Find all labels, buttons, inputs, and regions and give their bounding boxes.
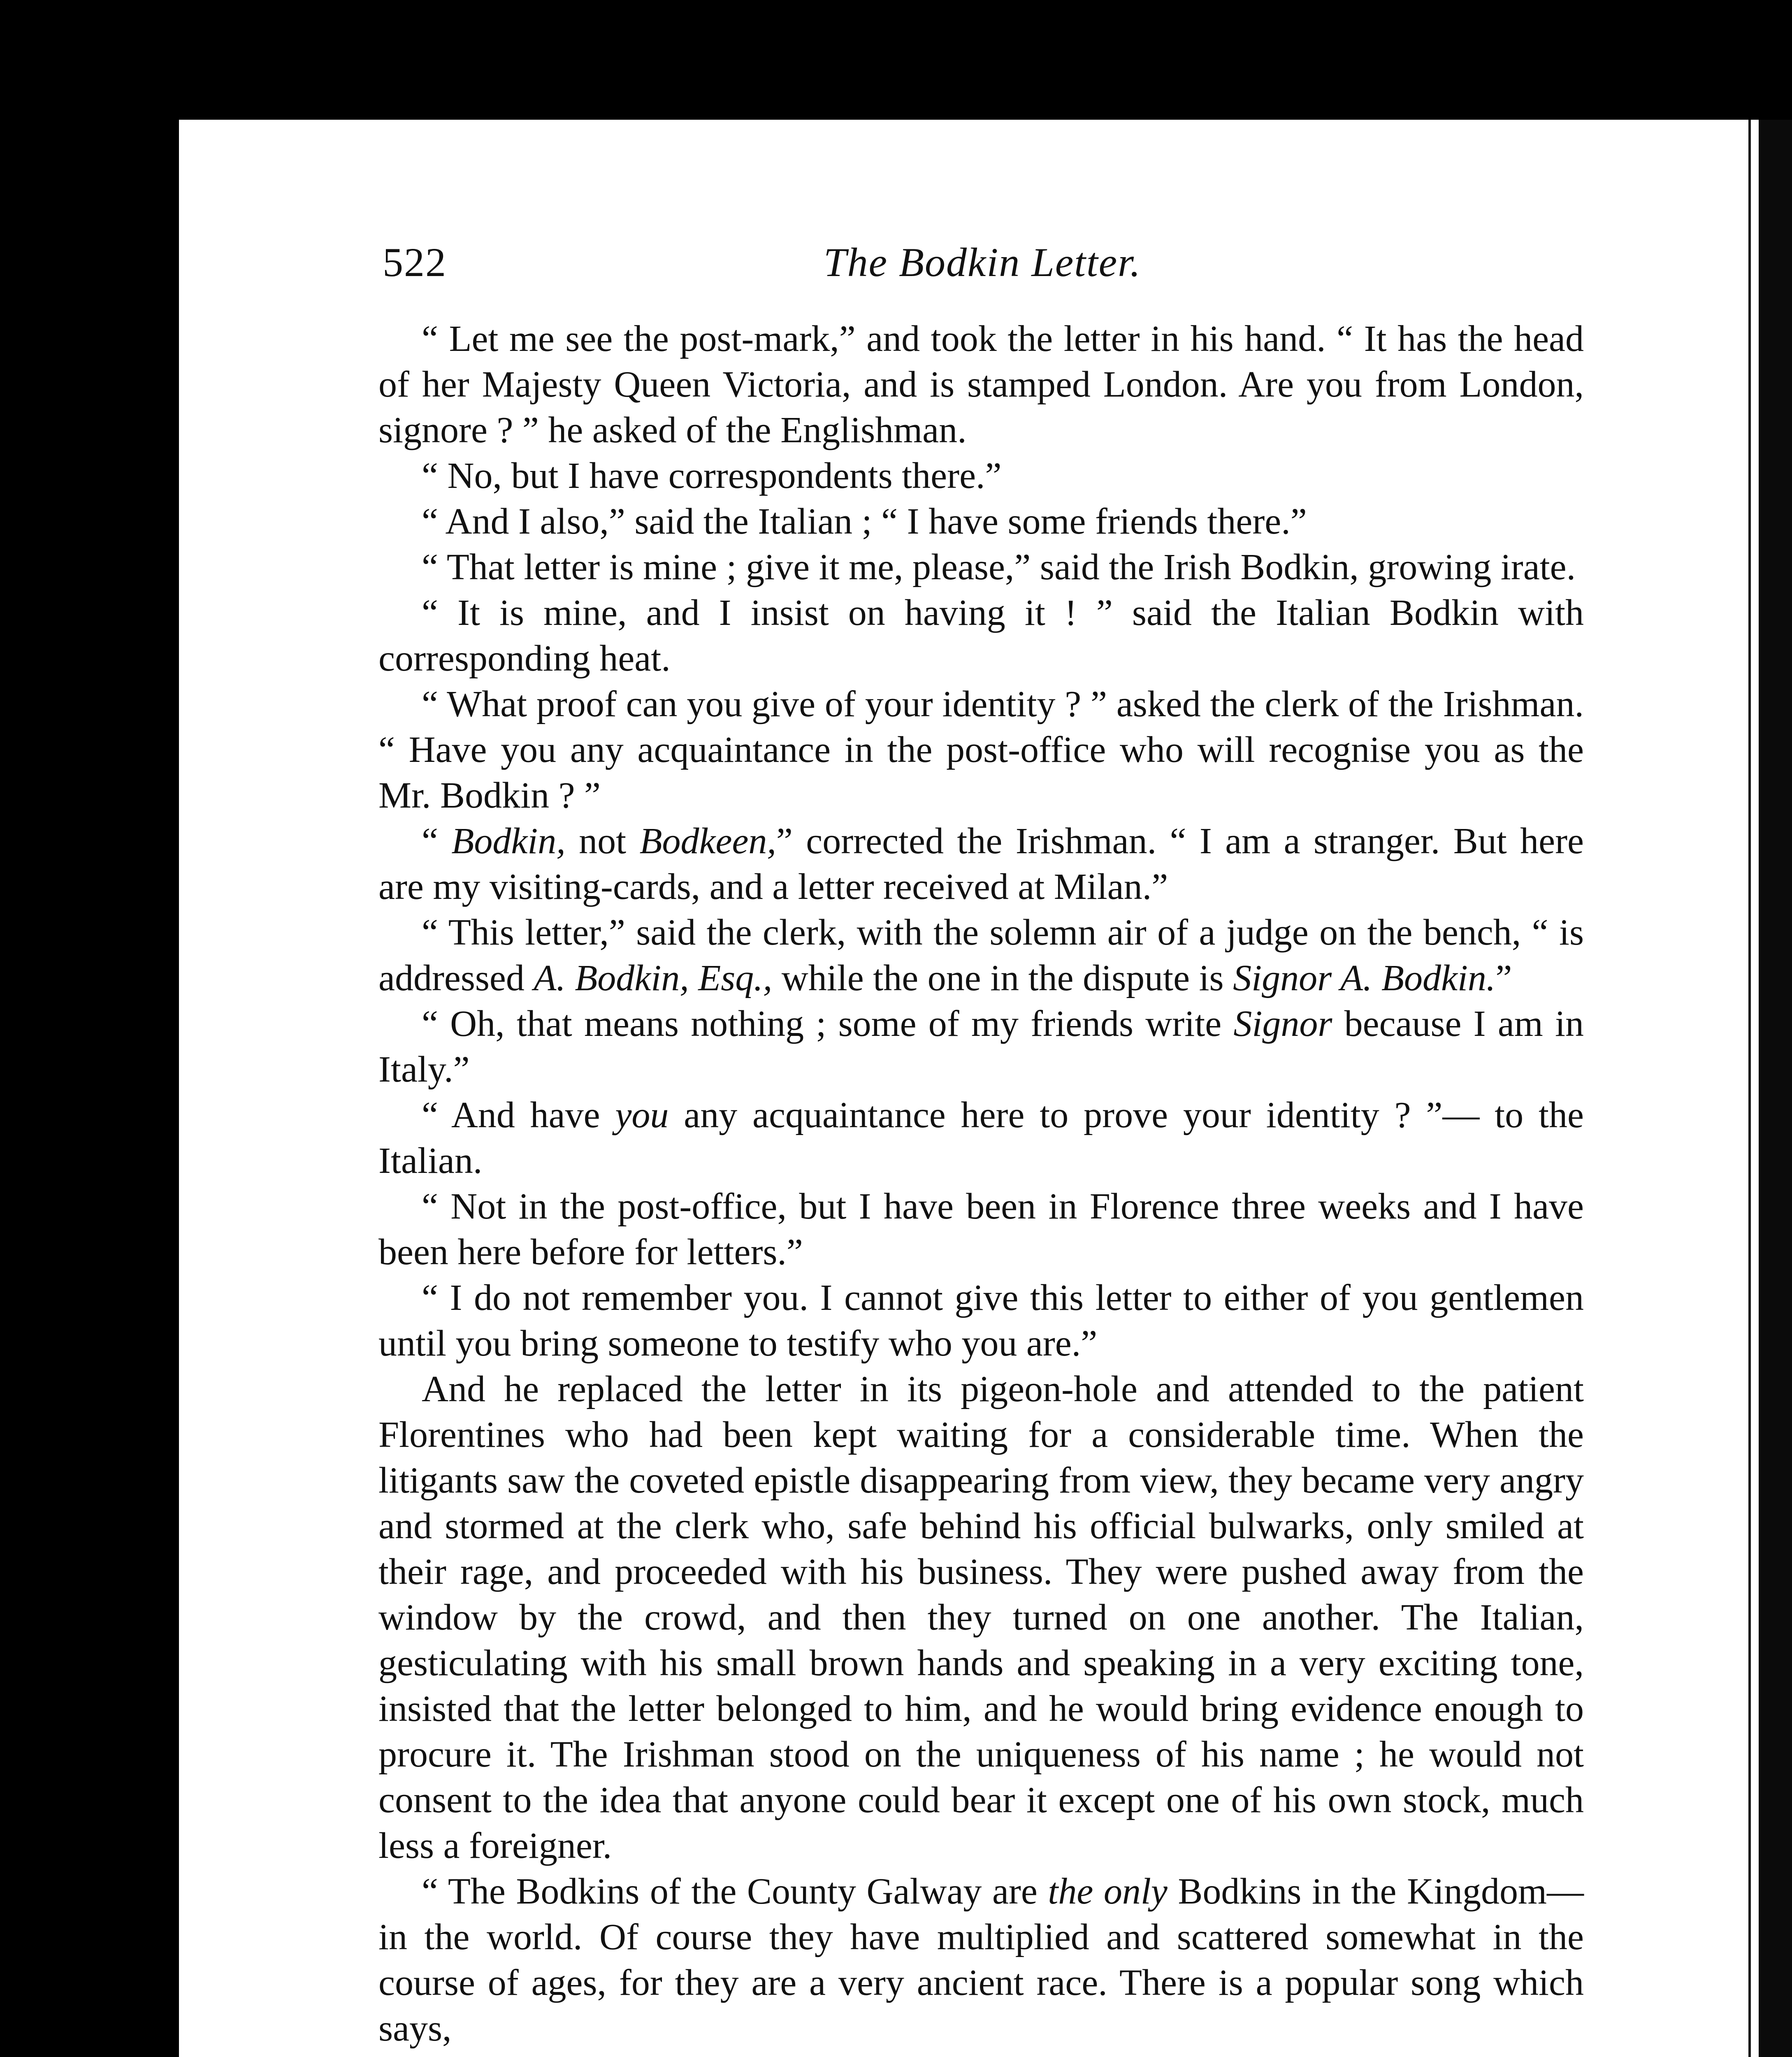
paragraph xyxy=(378,316,1584,453)
paragraph xyxy=(378,818,1584,910)
paragraph-text: “ And I also,” said the Italian ; “ I have some friends there.” xyxy=(422,501,1307,542)
paragraph-text: “ And have xyxy=(422,1095,615,1135)
paragraph xyxy=(378,1275,1584,1366)
paragraph xyxy=(378,681,1584,818)
italic-text: the only xyxy=(1048,1871,1168,1912)
running-title: The Bodkin Letter. xyxy=(823,239,1142,285)
paragraph xyxy=(378,1184,1584,1275)
paragraph xyxy=(378,1001,1584,1092)
paragraph-text: Bodkins in the Kingdom—in the world. Of course they have multiplied and scattered somewhat in the course of ages, for they are a very ancient race. There is a popular song which says, xyxy=(378,1871,1584,2049)
paragraph-text: any acquaintance here to prove your identity ? ”— to the Italian. xyxy=(378,1095,1584,1181)
paragraph xyxy=(378,453,1584,499)
paragraph-text: ” corrected the Irishman. “ I am a stranger. But here are my visiting-cards, and a letter received at Milan.” xyxy=(378,821,1584,907)
paragraph-text: “ It is mine, and I insist on having it ! ” said the Italian Bodkin with corresponding heat. xyxy=(378,592,1584,679)
paragraph-text: “ I do not remember you. I cannot give this letter to either of you gentlemen until you bring someone to testify who you are.” xyxy=(378,1277,1584,1364)
paragraph-text: “ Oh, that means nothing ; some of my friends write xyxy=(422,1003,1234,1044)
paragraph xyxy=(378,499,1584,544)
paragraph xyxy=(378,910,1584,1001)
paragraph-text: “ xyxy=(422,821,452,861)
paragraph xyxy=(378,544,1584,590)
italic-text: A. Bodkin, Esq., xyxy=(534,958,773,998)
paragraph-text: “ That letter is mine ; give it me, please,” said the Irish Bodkin, growing irate. xyxy=(422,547,1576,587)
italic-text: you xyxy=(615,1095,669,1135)
paragraph-text: not xyxy=(565,821,640,861)
paragraph-text: “ No, but I have correspondents there.” xyxy=(422,455,1002,496)
italic-text: Signor xyxy=(1233,1003,1332,1044)
paragraph-text: “ What proof can you give of your identity ? ” asked the clerk of the Irishman. “ Have you any acquaintance in the post-office who will recognise you as the Mr. Bodkin ? ” xyxy=(378,684,1584,816)
adjacent-page-edge xyxy=(1759,120,1792,2057)
paragraph-list xyxy=(378,316,1584,2051)
paragraph-text: “ Let me see the post-mark,” and took the letter in his hand. “ It has the head of her Majesty Queen Victoria, and is stamped London. Are you from London, signore ? ” he asked of the Englishman. xyxy=(378,318,1584,450)
paragraph-text: “ This letter,” said the clerk, with the solemn air of a judge on the bench, “ is addressed xyxy=(378,912,1584,998)
paragraph xyxy=(378,590,1584,681)
paragraph-text: ” xyxy=(1495,958,1512,998)
paragraph-text: “ The Bodkins of the County Galway are xyxy=(422,1871,1048,1912)
body-text xyxy=(378,316,1584,2057)
paragraph-text: while the one in the dispute is xyxy=(772,958,1233,998)
paragraph xyxy=(378,1092,1584,1184)
page-header xyxy=(383,239,1582,292)
italic-text: Signor A. Bodkin. xyxy=(1233,958,1496,998)
paragraph-text: because I am in Italy.” xyxy=(378,1003,1584,1090)
paragraph xyxy=(378,1869,1584,2051)
page-gutter-line xyxy=(1748,120,1751,2057)
italic-text: Bodkeen, xyxy=(639,821,776,861)
paragraph-text: “ Not in the post-office, but I have been in Florence three weeks and I have been here before for letters.” xyxy=(378,1186,1584,1272)
italic-text: Bodkin, xyxy=(451,821,566,861)
page-number: 522 xyxy=(383,239,447,285)
paragraph xyxy=(378,1366,1584,1869)
paragraph-text: And he replaced the letter in its pigeon-hole and attended to the patient Florentines who had been kept waiting for a considerable time. When the litigants saw the coveted epistle disappearing from view, they became very angry and stormed at the clerk who, safe behind his official bulwarks, only smiled at their rage, and proceeded with his business. They were pushed away from the window by the crowd, and then they turned on one another. The Italian, gesticulating with his small brown hands and speaking in a very exciting tone, insisted that the letter belonged to him, and he would bring evidence enough to procure it. The Irishman stood on the uniqueness of his name ; he would not consent to the idea that anyone could bear it except one of his own stock, much less a foreigner. xyxy=(378,1369,1584,1866)
